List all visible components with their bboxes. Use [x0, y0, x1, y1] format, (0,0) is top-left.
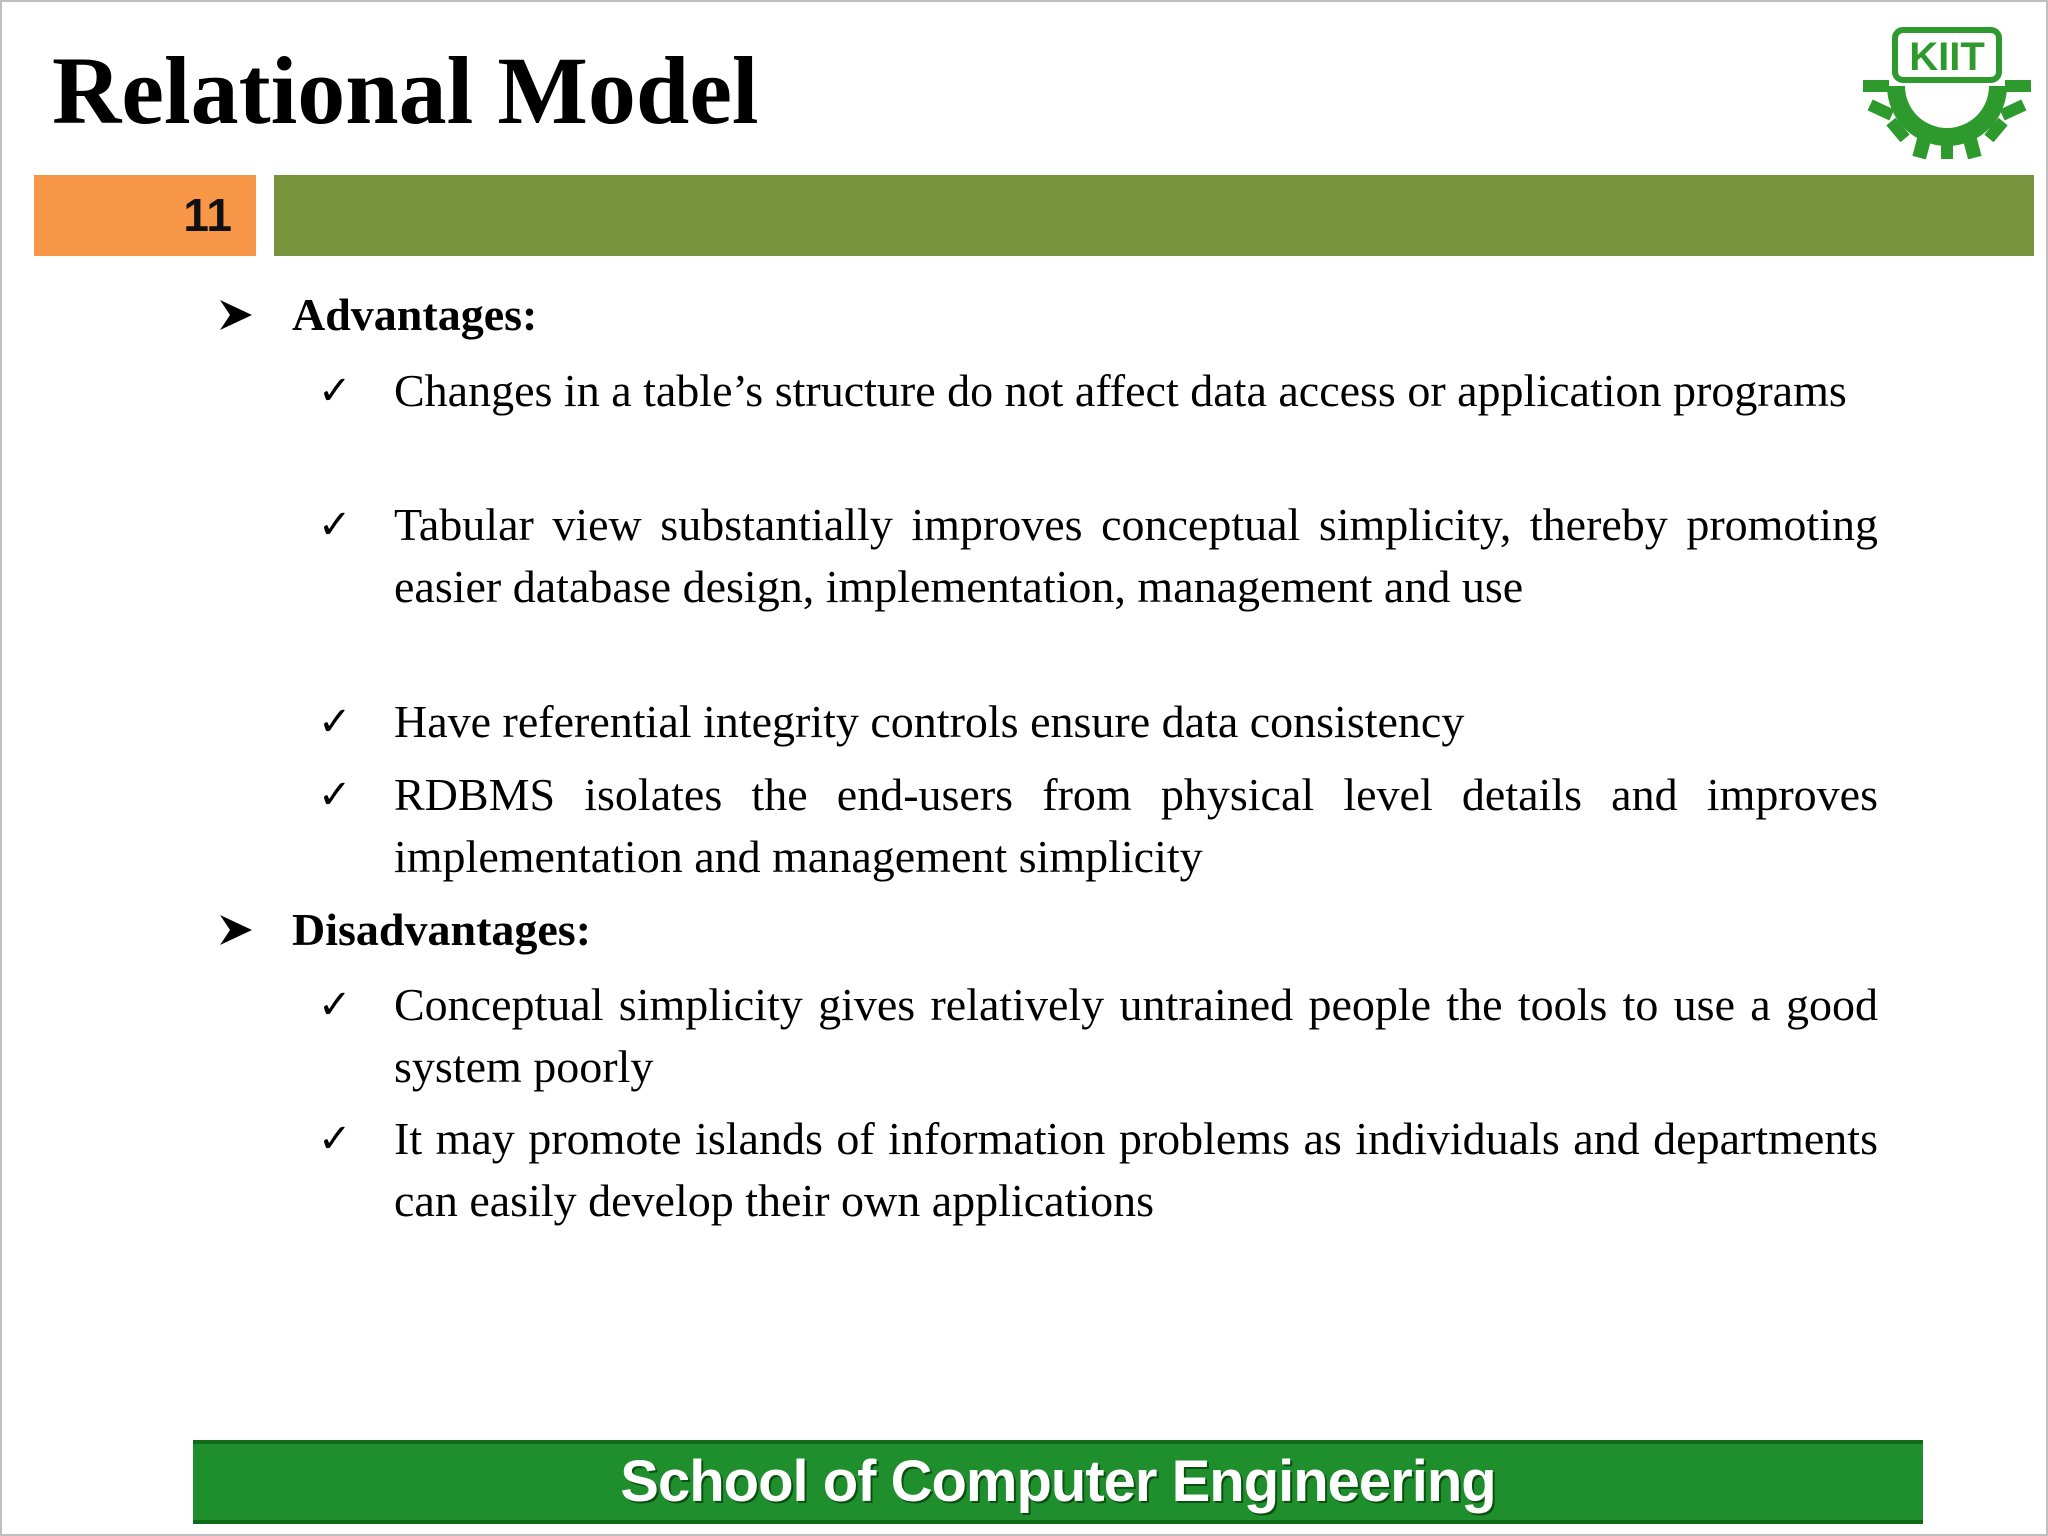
check-mark-icon: ✓ — [318, 368, 352, 414]
slide-number: 11 — [183, 189, 232, 241]
check-mark-icon: ✓ — [318, 772, 352, 818]
footer-banner — [193, 1440, 1923, 1524]
slide-title: Relational Model — [52, 37, 759, 144]
arrowhead-bullet-icon — [216, 284, 256, 346]
logo-text: KIIT — [1909, 35, 1985, 79]
check-mark-icon: ✓ — [318, 1116, 352, 1162]
slide: Relational Model KIIT 11 Advantages: ✓ Changes in a table’s structure do not affect data access or application programs ✓ Tabular view substantially improves conceptual simplicity, thereby promoting easier database design, implementation, management and use ✓ Have referential integrity controls ensure data consistency ✓ RDBMS isolates the end-users from physical level details and improves implementation and management simplicity Disadvantages: ✓ Conceptual simplicity gives relatively untrained people the tools to use a good system poorly ✓ It may promote islands of information problems as individuals and departments can easily develop their own applications School of Computer Engineering — [0, 0, 2048, 1536]
slide-number-bar — [34, 175, 256, 256]
title-accent-bar — [274, 175, 2034, 256]
arrowhead-bullet-icon — [216, 899, 256, 961]
check-mark-icon: ✓ — [318, 699, 352, 745]
footer-text: School of Computer Engineering — [620, 1449, 1496, 1514]
check-mark-icon: ✓ — [318, 982, 352, 1028]
check-mark-icon: ✓ — [318, 502, 352, 548]
kiit-logo — [1857, 24, 2037, 159]
